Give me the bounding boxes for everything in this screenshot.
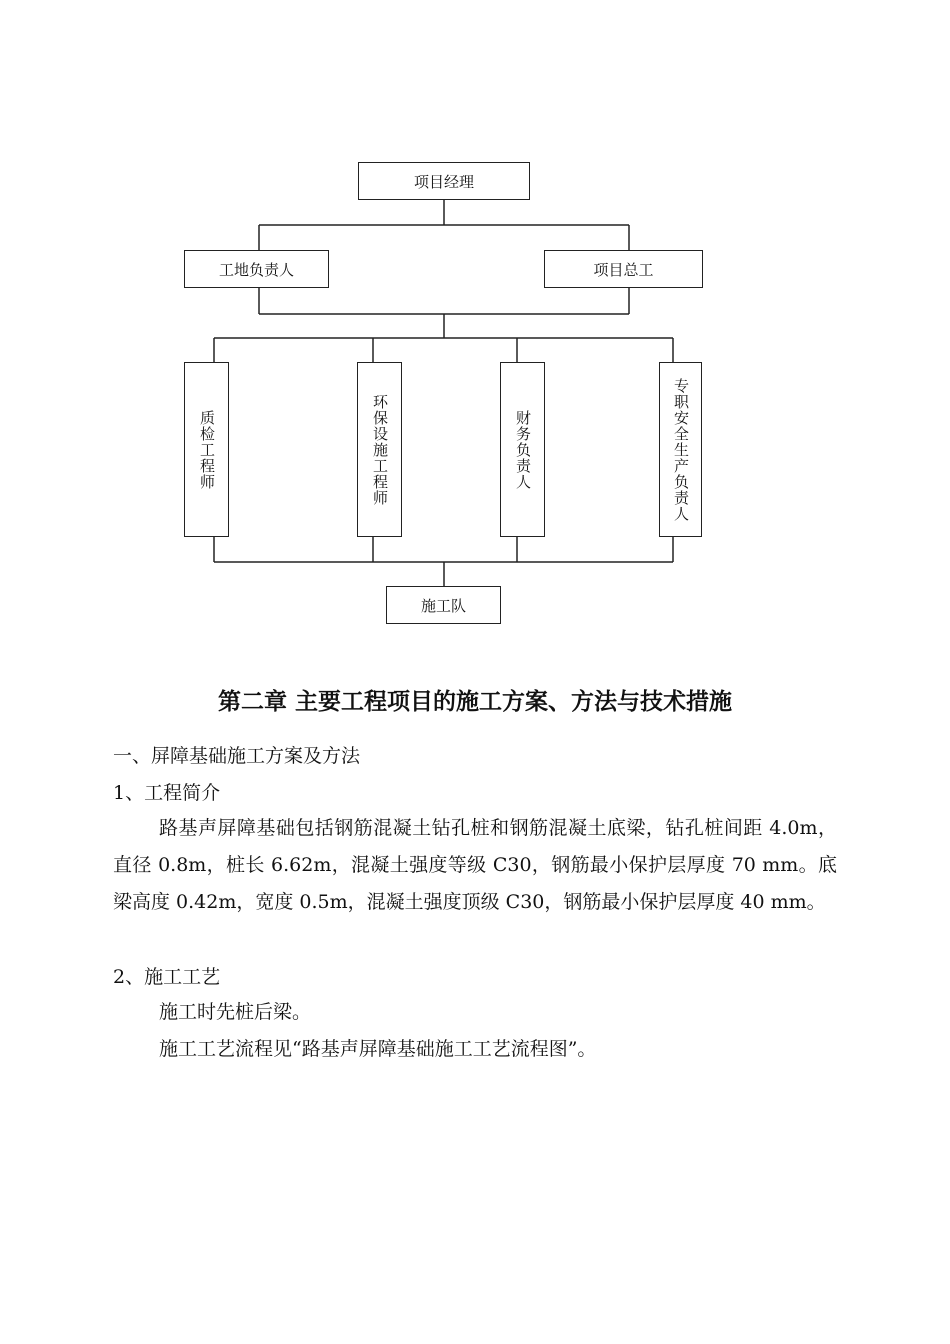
body-paragraph: 施工工艺流程见“路基声屏障基础施工工艺流程图”。 — [159, 1038, 597, 1060]
org-box-label: 施工队 — [420, 596, 466, 615]
org-box-label: 工地负责人 — [218, 260, 294, 279]
org-box-safety-lead — [659, 362, 702, 537]
org-box-label: 质检工程师 — [198, 409, 216, 490]
org-box-construction-team — [386, 586, 501, 624]
org-box-label: 财务负责人 — [514, 409, 532, 490]
org-box-label: 环保设施工程师 — [371, 393, 389, 506]
org-box-label: 项目总工 — [593, 260, 654, 279]
subsection-heading: 2、施工工艺 — [113, 966, 221, 988]
org-box-site-lead — [184, 250, 329, 288]
org-box-env-engineer — [357, 362, 402, 537]
body-paragraph: 路基声屏障基础包括钢筋混凝土钻孔桩和钢筋混凝土底梁，钻孔桩间距 4.0m，直径 0.8m，桩长 6.62m，混凝土强度等级 C30，钢筋最小保护层厚度 70 mm。底梁高度 0.42m，宽度 0.5m，混凝土强度顶级 C30，钢筋最小保护层厚度 40 mm。 — [113, 817, 837, 913]
org-box-label: 项目经理 — [413, 172, 474, 191]
section-heading: 一、屏障基础施工方案及方法 — [113, 745, 361, 767]
org-box-quality-engineer — [184, 362, 229, 537]
org-box-project-manager — [358, 162, 530, 200]
org-box-finance-lead — [500, 362, 545, 537]
chapter-title: 第二章 主要工程项目的施工方案、方法与技术措施 — [217, 689, 732, 715]
org-box-chief-engineer — [544, 250, 703, 288]
body-paragraph: 施工时先桩后梁。 — [159, 1001, 312, 1023]
subsection-heading: 1、工程简介 — [113, 782, 221, 804]
org-box-label: 专职安全生产负责人 — [672, 377, 690, 522]
